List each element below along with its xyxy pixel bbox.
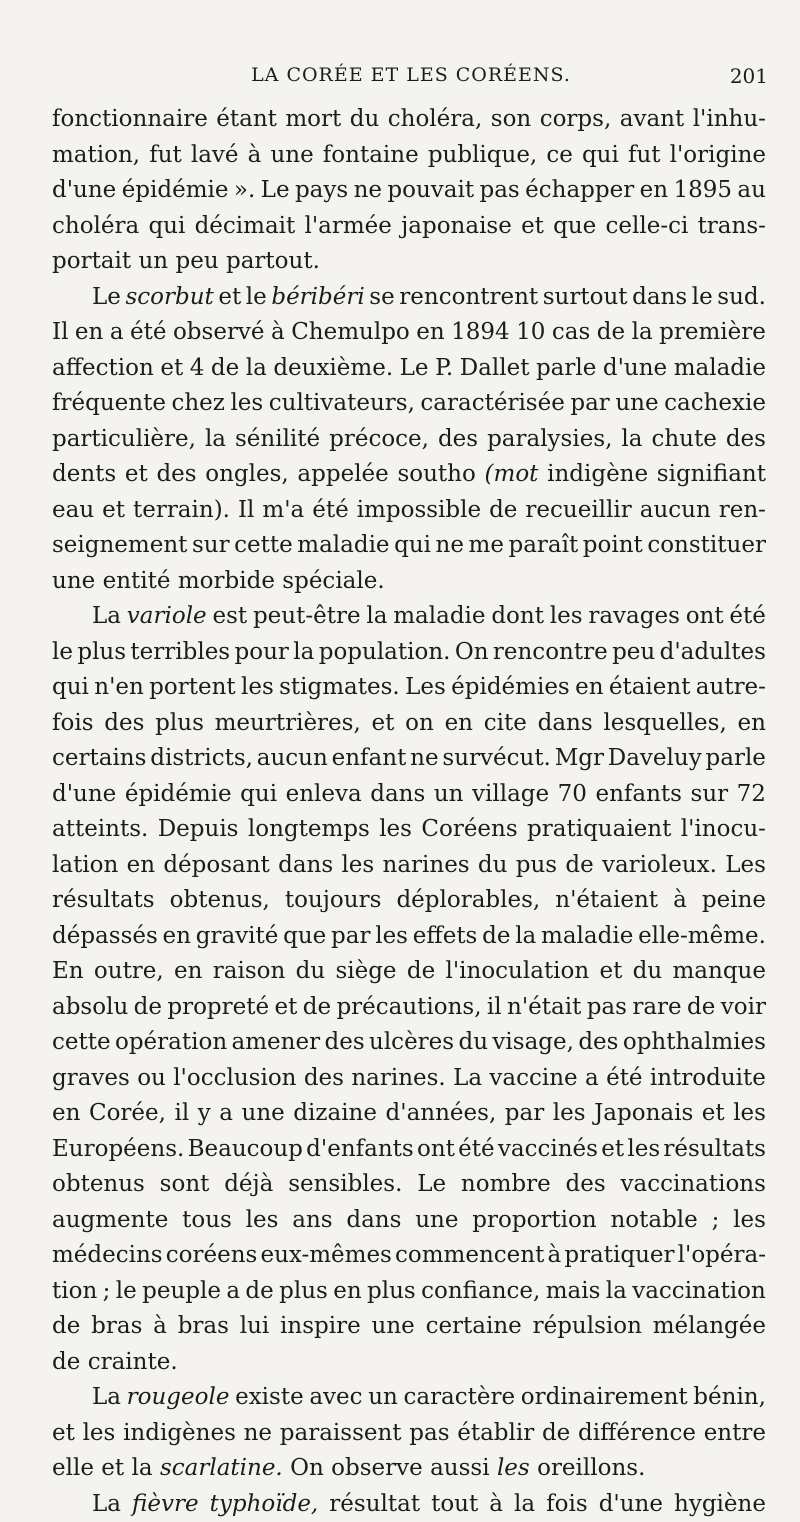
text-line: d'une épidémie ». Le pays ne pouvait pas échapper en 1895 au xyxy=(52,173,766,209)
text-line: elle et la scarlatine. On observe aussi les oreillons. xyxy=(52,1451,766,1487)
text-body xyxy=(52,102,766,1522)
text-line: fois des plus meurtrières, et on en cite dans lesquelles, en xyxy=(52,706,766,742)
text-line: fréquente chez les cultivateurs, caractérisée par une cachexie xyxy=(52,386,766,422)
text-line: qui n'en portent les stigmates. Les épidémies en étaient autre- xyxy=(52,670,766,706)
text-line: Il en a été observé à Chemulpo en 1894 10 cas de la première xyxy=(52,315,766,351)
text-line: eau et terrain). Il m'a été impossible de recueillir aucun ren- xyxy=(52,493,766,529)
text-line: La rougeole existe avec un caractère ordinairement bénin, xyxy=(52,1380,766,1416)
text-line: fonctionnaire étant mort du choléra, son corps, avant l'inhu- xyxy=(52,102,766,138)
text-line: seignement sur cette maladie qui ne me paraît point constituer xyxy=(52,528,766,564)
text-line: mation, fut lavé à une fontaine publique, ce qui fut l'origine xyxy=(52,138,766,174)
text-line: Européens. Beaucoup d'enfants ont été vaccinés et les résultats xyxy=(52,1132,766,1168)
running-head xyxy=(52,64,770,92)
text-line: médecins coréens eux-mêmes commencent à pratiquer l'opéra- xyxy=(52,1238,766,1274)
text-line: d'une épidémie qui enleva dans un village 70 enfants sur 72 xyxy=(52,777,766,813)
text-line: résultats obtenus, toujours déplorables, n'étaient à peine xyxy=(52,883,766,919)
text-line: particulière, la sénilité précoce, des paralysies, la chute des xyxy=(52,422,766,458)
text-line: de crainte. xyxy=(52,1345,766,1381)
text-line: cette opération amener des ulcères du visage, des ophthalmies xyxy=(52,1025,766,1061)
text-line: En outre, en raison du siège de l'inoculation et du manque xyxy=(52,954,766,990)
text-line: et les indigènes ne paraissent pas établir de différence entre xyxy=(52,1416,766,1452)
text-line: affection et 4 de la deuxième. Le P. Dallet parle d'une maladie xyxy=(52,351,766,387)
text-line: choléra qui décimait l'armée japonaise et que celle-ci trans- xyxy=(52,209,766,245)
text-line: graves ou l'occlusion des narines. La vaccine a été introduite xyxy=(52,1061,766,1097)
text-line: Le scorbut et le béribéri se rencontrent surtout dans le sud. xyxy=(52,280,766,316)
page-number: 201 xyxy=(730,64,768,88)
text-line: une entité morbide spéciale. xyxy=(52,564,766,600)
text-line: portait un peu partout. xyxy=(52,244,766,280)
text-line: atteints. Depuis longtemps les Coréens pratiquaient l'inocu- xyxy=(52,812,766,848)
text-line: dépassés en gravité que par les effets de la maladie elle-même. xyxy=(52,919,766,955)
text-line: certains districts, aucun enfant ne survécut. Mgr Daveluy parle xyxy=(52,741,766,777)
text-line: obtenus sont déjà sensibles. Le nombre des vaccinations xyxy=(52,1167,766,1203)
text-line: absolu de propreté et de précautions, il n'était pas rare de voir xyxy=(52,990,766,1026)
text-line: dents et des ongles, appelée southo (mot indigène signifiant xyxy=(52,457,766,493)
text-line: La fièvre typhoïde, résultat tout à la fois d'une hygiène xyxy=(52,1487,766,1522)
text-line: de bras à bras lui inspire une certaine répulsion mélangée xyxy=(52,1309,766,1345)
running-title: LA CORÉE ET LES CORÉENS. xyxy=(52,64,770,86)
text-line: augmente tous les ans dans une proportion notable ; les xyxy=(52,1203,766,1239)
text-line: La variole est peut-être la maladie dont les ravages ont été xyxy=(52,599,766,635)
text-line: tion ; le peuple a de plus en plus confiance, mais la vaccination xyxy=(52,1274,766,1310)
text-line: le plus terribles pour la population. On rencontre peu d'adultes xyxy=(52,635,766,671)
text-line: lation en déposant dans les narines du pus de varioleux. Les xyxy=(52,848,766,884)
text-line: en Corée, il y a une dizaine d'années, par les Japonais et les xyxy=(52,1096,766,1132)
